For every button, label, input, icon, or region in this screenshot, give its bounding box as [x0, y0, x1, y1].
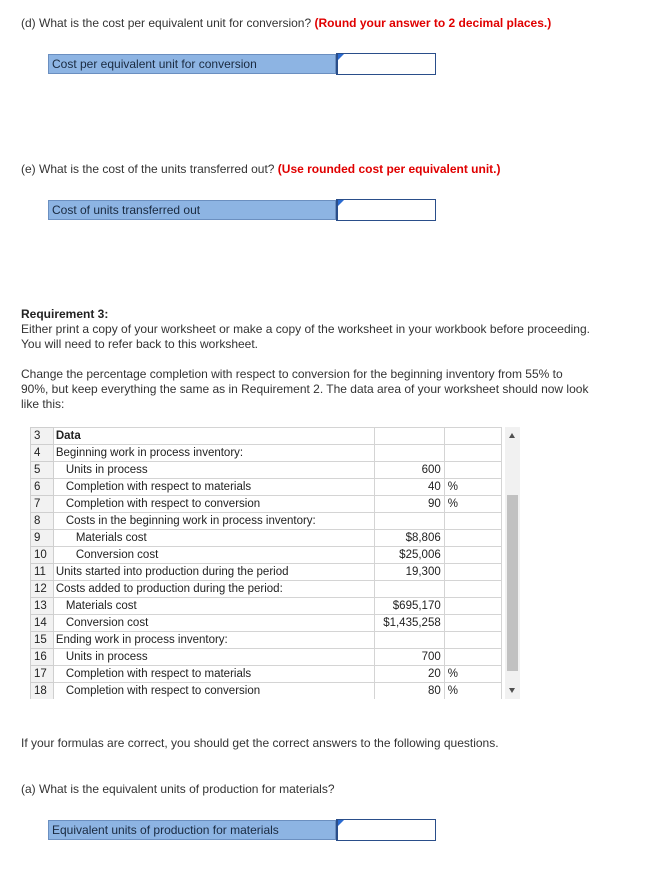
- row-label: Completion with respect to conversion: [53, 683, 375, 700]
- row-number: 4: [31, 445, 54, 462]
- row-label: Units started into production during the period: [53, 564, 375, 581]
- table-row: [31, 513, 520, 530]
- table-row: [31, 547, 520, 564]
- question-d-hint: (Round your answer to 2 decimal places.): [314, 16, 552, 30]
- row-number: 6: [31, 479, 54, 496]
- row-label: Completion with respect to conversion: [53, 496, 375, 513]
- row-value: $695,170: [375, 598, 444, 615]
- row-number: 13: [31, 598, 54, 615]
- requirement-para-line-1: Change the percentage completion with respect to conversion for the beginning inventory from 55% to: [21, 367, 563, 381]
- row-label: Costs added to production during the period:: [53, 581, 375, 598]
- table-row: [31, 462, 520, 479]
- row-unit: [444, 513, 502, 530]
- requirement-heading: Requirement 3:: [21, 307, 109, 321]
- answer-row-a: [48, 820, 436, 842]
- row-number: 3: [31, 428, 54, 445]
- question-e-text: (e) What is the cost of the units transferred out?: [21, 162, 275, 176]
- worksheet-scrollbar[interactable]: [505, 427, 520, 699]
- row-number: 17: [31, 666, 54, 683]
- row-label: Completion with respect to materials: [53, 666, 375, 683]
- flag-icon: [338, 54, 344, 60]
- table-row: [31, 445, 520, 462]
- question-e: [21, 162, 501, 176]
- table-row: [31, 530, 520, 547]
- flag-icon: [338, 200, 344, 206]
- row-label: Materials cost: [53, 598, 375, 615]
- question-d: [21, 16, 551, 30]
- question-e-hint: (Use rounded cost per equivalent unit.): [277, 162, 501, 176]
- answer-input-a[interactable]: [336, 819, 436, 841]
- row-number: 11: [31, 564, 54, 581]
- row-unit: [444, 530, 502, 547]
- answer-row-d: [48, 54, 436, 76]
- row-unit: [444, 445, 502, 462]
- table-row: [31, 581, 520, 598]
- flag-icon: [338, 820, 344, 826]
- row-value: 20: [375, 666, 444, 683]
- table-row: [31, 598, 520, 615]
- row-unit: [444, 564, 502, 581]
- scroll-up-icon[interactable]: [509, 433, 515, 438]
- row-value: [375, 428, 444, 445]
- table-row: [31, 479, 520, 496]
- row-value: 19,300: [375, 564, 444, 581]
- row-value: 90: [375, 496, 444, 513]
- row-label: Units in process: [53, 462, 375, 479]
- row-label: Completion with respect to materials: [53, 479, 375, 496]
- row-number: 14: [31, 615, 54, 632]
- row-label: Beginning work in process inventory:: [53, 445, 375, 462]
- answer-input-d[interactable]: [336, 53, 436, 75]
- row-value: 700: [375, 649, 444, 666]
- answer-label-d: Cost per equivalent unit for conversion: [48, 54, 336, 74]
- row-unit: [444, 462, 502, 479]
- question-a: (a) What is the equivalent units of production for materials?: [21, 782, 335, 796]
- scroll-thumb[interactable]: [507, 495, 518, 671]
- row-unit: %: [444, 479, 502, 496]
- table-row: [31, 632, 520, 649]
- row-value: [375, 445, 444, 462]
- row-number: 15: [31, 632, 54, 649]
- row-unit: [444, 598, 502, 615]
- table-row: [31, 615, 520, 632]
- row-unit: %: [444, 496, 502, 513]
- row-unit: [444, 547, 502, 564]
- table-row: [31, 428, 520, 445]
- row-unit: %: [444, 683, 502, 700]
- row-value: 40: [375, 479, 444, 496]
- row-value: [375, 632, 444, 649]
- row-number: 5: [31, 462, 54, 479]
- row-label: Conversion cost: [53, 547, 375, 564]
- row-label: Data: [53, 428, 375, 445]
- table-row: [31, 683, 520, 700]
- answer-row-e: [48, 200, 436, 222]
- row-value: [375, 581, 444, 598]
- requirement-line-2: You will need to refer back to this worksheet.: [21, 337, 259, 351]
- requirement-line-1: Either print a copy of your worksheet or make a copy of the worksheet in your workbook before proceeding.: [21, 322, 590, 336]
- instructions-text: If your formulas are correct, you should get the correct answers to the following questions.: [21, 736, 499, 750]
- row-number: 9: [31, 530, 54, 547]
- requirement-paragraph: [21, 367, 646, 412]
- table-row: [31, 564, 520, 581]
- row-unit: [444, 581, 502, 598]
- row-label: Materials cost: [53, 530, 375, 547]
- table-row: [31, 666, 520, 683]
- question-d-text: (d) What is the cost per equivalent unit for conversion?: [21, 16, 312, 30]
- row-number: 10: [31, 547, 54, 564]
- table-row: [31, 496, 520, 513]
- row-label: Costs in the beginning work in process inventory:: [53, 513, 375, 530]
- row-value: $1,435,258: [375, 615, 444, 632]
- row-unit: [444, 649, 502, 666]
- row-number: 8: [31, 513, 54, 530]
- answer-label-a: Equivalent units of production for materials: [48, 820, 336, 840]
- row-unit: %: [444, 666, 502, 683]
- row-unit: [444, 428, 502, 445]
- requirement-para-line-2: 90%, but keep everything the same as in Requirement 2. The data area of your worksheet should now look: [21, 382, 589, 396]
- answer-label-e: Cost of units transferred out: [48, 200, 336, 220]
- answer-input-e[interactable]: [336, 199, 436, 221]
- worksheet: [30, 427, 520, 699]
- row-unit: [444, 632, 502, 649]
- row-label: Conversion cost: [53, 615, 375, 632]
- row-value: 80: [375, 683, 444, 700]
- row-number: 12: [31, 581, 54, 598]
- scroll-down-icon[interactable]: [509, 688, 515, 693]
- row-unit: [444, 615, 502, 632]
- row-number: 18: [31, 683, 54, 700]
- row-value: $8,806: [375, 530, 444, 547]
- row-value: [375, 513, 444, 530]
- row-number: 16: [31, 649, 54, 666]
- table-row: [31, 649, 520, 666]
- row-label: Ending work in process inventory:: [53, 632, 375, 649]
- row-label: Units in process: [53, 649, 375, 666]
- requirement-3: [21, 307, 646, 352]
- worksheet-table: [30, 427, 520, 699]
- row-value: 600: [375, 462, 444, 479]
- requirement-para-line-3: like this:: [21, 397, 65, 411]
- row-value: $25,006: [375, 547, 444, 564]
- row-number: 7: [31, 496, 54, 513]
